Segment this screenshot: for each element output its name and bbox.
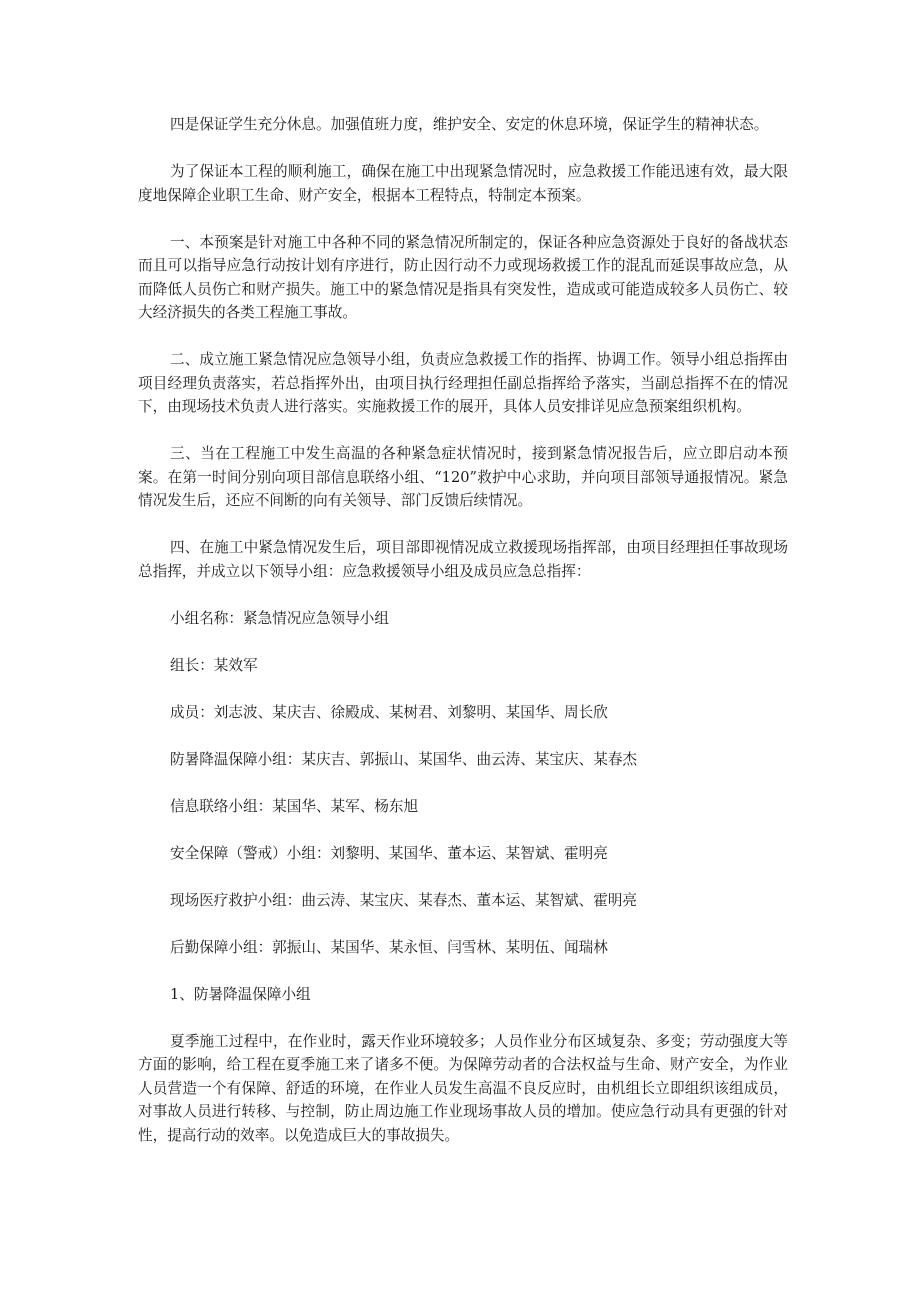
medical-rescue-group-line: 现场医疗救护小组：曲云涛、某宝庆、某春杰、董本运、某智斌、霍明亮 (170, 891, 638, 909)
paragraph-section-3: 三、当在工程施工中发生高温的各种紧急症状情况时，接到紧急情况报告后，应立即启动本预案。在第一时间分别向项目部信息联络小组、“120”救护中心求助，并向项目部领导通报情况。紧急情况发生后，还应不间断的向有关领导、部门反馈后续情况。 (138, 445, 788, 509)
heat-protection-group-line: 防暑降温保障小组：某庆吉、郭振山、某国华、曲云涛、某宝庆、某春杰 (170, 750, 638, 768)
paragraph-rest: 四是保证学生充分休息。加强值班力度，维护安全、安定的休息环境，保证学生的精神状态。 (170, 116, 769, 133)
paragraph-summer-construction: 夏季施工过程中，在作业时，露天作业环境较多；人员作业分布区域复杂、多变；劳动强度大等方面的影响，给工程在夏季施工来了诸多不便。为保障劳动者的合法权益与生命、财产安全，为作业人员营造一个有保障、舒适的环境，在作业人员发生高温不良反应时，由机组长立即组织该组成员，对事故人员进行转移、与控制，防止周边施工作业现场事故人员的增加。使应急行动具有更强的针对性，提高行动的效率。以免造成巨大的事故损失。 (138, 1032, 788, 1144)
paragraph-intro: 为了保证本工程的顺利施工，确保在施工中出现紧急情况时，应急救援工作能迅速有效，最大限度地保障企业职工生命、财产安全，根据本工程特点，特制定本预案。 (138, 163, 788, 204)
security-group-line: 安全保障（警戒）小组：刘黎明、某国华、董本运、某智斌、霍明亮 (170, 844, 608, 862)
info-liaison-group-line: 信息联络小组：某国华、某军、杨东旭 (170, 797, 419, 815)
document-body (138, 113, 788, 1171)
paragraph-section-2: 二、成立施工紧急情况应急领导小组，负责应急救援工作的指挥、协调工作。领导小组总指挥由项目经理负责落实，若总指挥外出，由项目执行经理担任副总指挥给予落实，当副总指挥不在的情况下，由现场技术负责人进行落实。实施救援工作的展开，具体人员安排详见应急预案组织机构。 (138, 351, 788, 415)
group-members-line: 成员：刘志波、某庆吉、徐殿成、某树君、刘黎明、某国华、周长欣 (170, 703, 608, 721)
group-name-line: 小组名称：紧急情况应急领导小组 (170, 609, 389, 627)
paragraph-section-4: 四、在施工中紧急情况发生后，项目部即视情况成立救援现场指挥部，由项目经理担任事故现场总指挥，并成立以下领导小组：应急救援领导小组及成员应急总指挥： (138, 539, 788, 580)
paragraph-section-1: 一、本预案是针对施工中各种不同的紧急情况所制定的，保证各种应急资源处于良好的备战状态而且可以指导应急行动按计划有序进行，防止因行动不力或现场救援工作的混乱而延误事故应急，从而降低人员伤亡和财产损失。施工中的紧急情况是指具有突发性，造成或可能造成较多人员伤亡、较大经济损失的各类工程施工事故。 (138, 233, 788, 321)
logistics-group-line: 后勤保障小组：郭振山、某国华、某永恒、闫雪林、某明伍、闻瑞林 (170, 938, 608, 956)
group-leader-line: 组长：某效军 (170, 656, 258, 674)
section-heading-heat-protection: 1、防暑降温保障小组 (170, 985, 311, 1003)
